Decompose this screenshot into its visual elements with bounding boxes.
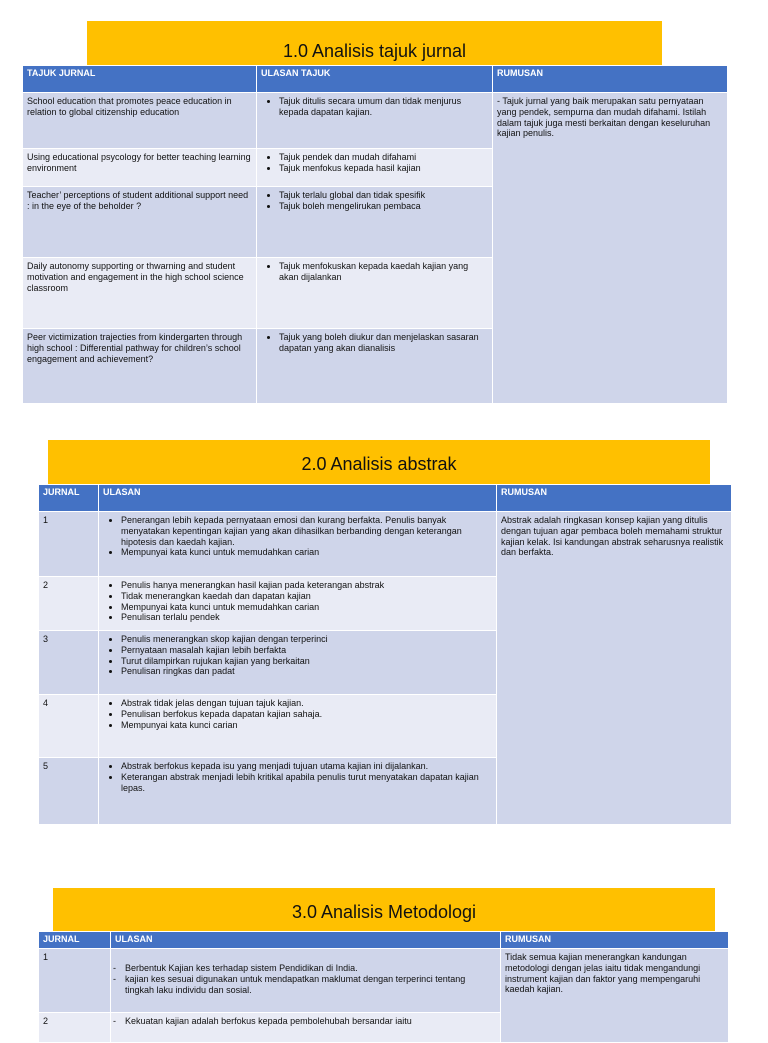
journal-title: Peer victimization trajecties from kindergarten through high school : Differential pathway for children’s school engagement and achievement? — [23, 329, 257, 404]
table-row — [39, 512, 732, 577]
header-tajuk-jurnal: TAJUK JURNAL — [23, 66, 257, 93]
review-point: • Penulisan terlalu pendek — [121, 612, 492, 623]
review-point: • Tajuk menfokus kepada hasil kajian — [279, 163, 488, 174]
review-cell — [257, 258, 493, 329]
journal-number: 3 — [39, 631, 99, 695]
review-point: - Berbentuk Kajian kes terhadap sistem Pendidikan di India. — [125, 963, 496, 974]
review-cell — [257, 187, 493, 258]
header-ulasan-tajuk: ULASAN TAJUK — [257, 66, 493, 93]
review-point: • Penulisan ringkas dan padat — [121, 666, 492, 677]
review-cell — [257, 149, 493, 187]
methodology-analysis-table — [38, 931, 729, 1043]
header-ulasan: ULASAN — [111, 932, 501, 949]
header-ulasan: ULASAN — [99, 485, 497, 512]
review-point: • Tajuk ditulis secara umum dan tidak menjurus kepada dapatan kajian. — [279, 96, 488, 118]
journal-number: 1 — [39, 512, 99, 577]
review-point: • Penulis menerangkan skop kajian dengan terperinci — [121, 634, 492, 645]
review-cell — [111, 949, 501, 1013]
header-rumusan: RUMUSAN — [497, 485, 732, 512]
section1-title: 1.0 Analisis tajuk jurnal — [87, 21, 662, 65]
review-point: • Keterangan abstrak menjadi lebih kritikal apabila penulis turut menyatakan dapatan kajian lepas. — [121, 772, 492, 794]
journal-number: 1 — [39, 949, 111, 1013]
review-point: • Tajuk terlalu global dan tidak spesifik — [279, 190, 488, 201]
review-cell — [99, 512, 497, 577]
review-point: • Tajuk yang boleh diukur dan menjelaskan sasaran dapatan yang akan dianalisis — [279, 332, 488, 354]
rumusan-cell: Tidak semua kajian menerangkan kandungan metodologi dengan jelas iaitu tidak mengandungi instrument kajian dan faktor yang mempengaruhi kaedah kajian. — [501, 949, 729, 1043]
journal-title: Daily autonomy supporting or thwarning and student motivation and engagement in the high school science classroom — [23, 258, 257, 329]
review-cell — [99, 577, 497, 631]
review-cell — [111, 1013, 501, 1043]
review-point: • Penerangan lebih kepada pernyataan emosi dan kurang berfakta. Penulis banyak menyatakan kepentingan kajian yang akan dihasilkan berbanding dengan keterangan hipotesis dan kaedah kajian. — [121, 515, 492, 547]
section3-title: 3.0 Analisis Metodologi — [53, 888, 715, 932]
review-point: • Tajuk pendek dan mudah difahami — [279, 152, 488, 163]
review-cell — [99, 695, 497, 758]
review-point: • Tajuk menfokuskan kepada kaedah kajian yang akan dijalankan — [279, 261, 488, 283]
review-point: • Penulis hanya menerangkan hasil kajian pada keterangan abstrak — [121, 580, 492, 591]
table-row — [23, 93, 728, 149]
table-header-row — [23, 66, 728, 93]
review-point: • Pernyataan masalah kajian lebih berfakta — [121, 645, 492, 656]
review-point: • Mempunyai kata kunci untuk memudahkan carian — [121, 602, 492, 613]
journal-number: 2 — [39, 577, 99, 631]
review-cell — [257, 329, 493, 404]
table-header-row — [39, 932, 729, 949]
abstract-analysis-table — [38, 484, 732, 825]
title-analysis-table — [22, 65, 728, 404]
review-point: • Tidak menerangkan kaedah dan dapatan kajian — [121, 591, 492, 602]
rumusan-cell: Abstrak adalah ringkasan konsep kajian yang ditulis dengan tujuan agar pembaca boleh memahami struktur kajian kelak. Isi kandungan abstrak seharusnya realistik dan berfakta. — [497, 512, 732, 825]
review-point: • Penulisan berfokus kepada dapatan kajian sahaja. — [121, 709, 492, 720]
review-point: • Mempunyai kata kunci carian — [121, 720, 492, 731]
header-rumusan: RUMUSAN — [501, 932, 729, 949]
rumusan-cell: - Tajuk jurnal yang baik merupakan satu pernyataan yang pendek, sempurna dan mudah difahami. Istilah dalam tajuk juga mesti berkaitan dengan keseluruhan kajian penulis. — [493, 93, 728, 404]
journal-title: Using educational psycology for better teaching learning environment — [23, 149, 257, 187]
header-jurnal: JURNAL — [39, 485, 99, 512]
journal-number: 4 — [39, 695, 99, 758]
review-point: • Turut dilampirkan rujukan kajian yang berkaitan — [121, 656, 492, 667]
review-cell — [257, 93, 493, 149]
review-point: • Mempunyai kata kunci untuk memudahkan carian — [121, 547, 492, 558]
review-point: - Kekuatan kajian adalah berfokus kepada pembolehubah bersandar iaitu — [125, 1016, 496, 1027]
table-row — [39, 949, 729, 1013]
review-cell — [99, 758, 497, 825]
header-jurnal: JURNAL — [39, 932, 111, 949]
journal-title: School education that promotes peace education in relation to global citizenship education — [23, 93, 257, 149]
review-point: - kajian kes sesuai digunakan untuk mendapatkan maklumat dengan terperinci tentang tingkah laku individu dan sosial. — [125, 974, 496, 996]
table-header-row — [39, 485, 732, 512]
review-point: • Abstrak tidak jelas dengan tujuan tajuk kajian. — [121, 698, 492, 709]
header-rumusan: RUMUSAN — [493, 66, 728, 93]
review-cell — [99, 631, 497, 695]
journal-number: 2 — [39, 1013, 111, 1043]
review-point: • Abstrak berfokus kepada isu yang menjadi tujuan utama kajian ini dijalankan. — [121, 761, 492, 772]
journal-number: 5 — [39, 758, 99, 825]
section2-title: 2.0 Analisis abstrak — [48, 440, 710, 484]
review-point: • Tajuk boleh mengelirukan pembaca — [279, 201, 488, 212]
journal-title: Teacher’ perceptions of student additional support need : in the eye of the beholder ? — [23, 187, 257, 258]
